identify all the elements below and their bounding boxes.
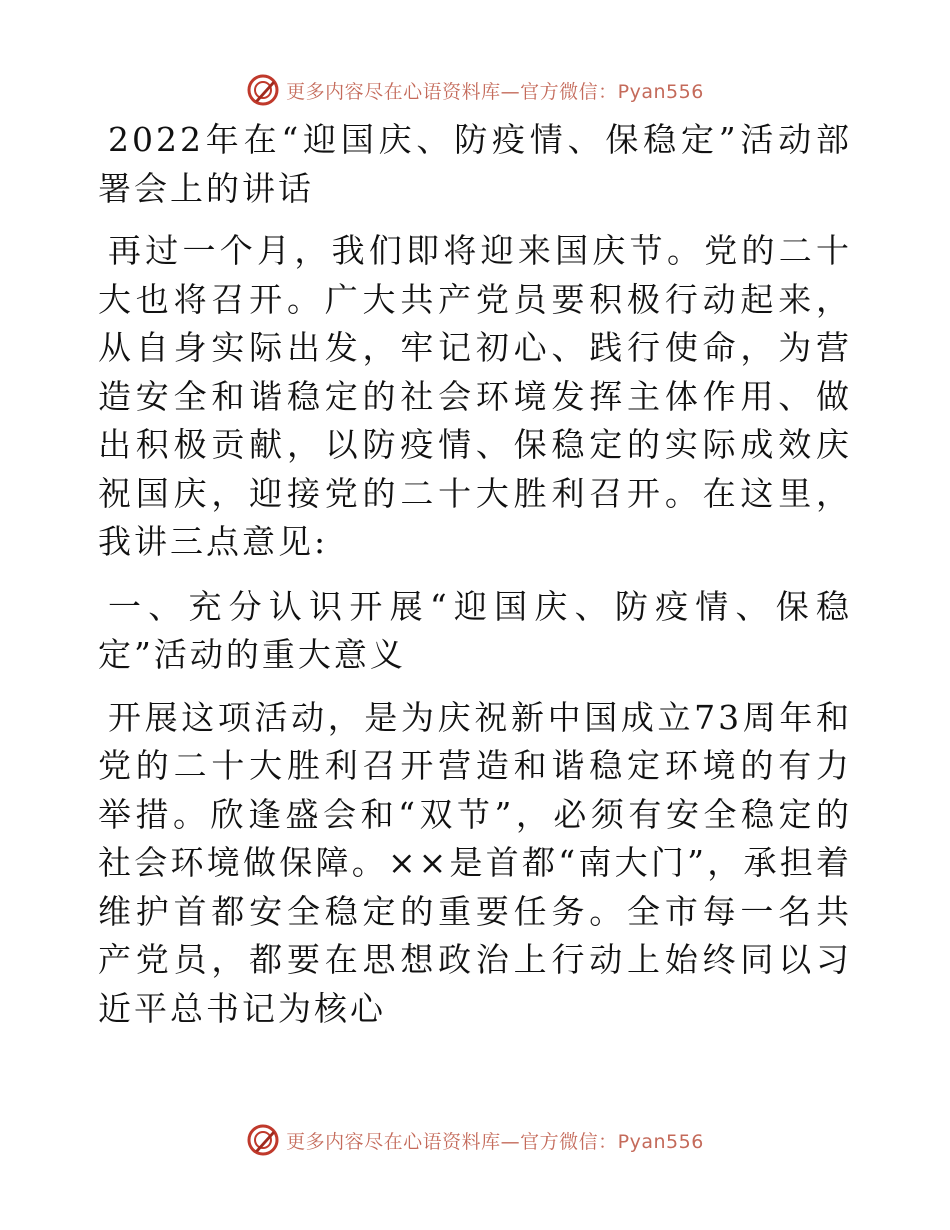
document-body (98, 116, 852, 1049)
quill-seal-icon (246, 1123, 280, 1157)
quill-seal-icon (246, 73, 280, 107)
section-heading-1: 一、充分认识开展“迎国庆、防疫情、保稳定”活动的重大意义 (98, 586, 852, 674)
watermark-text: 更多内容尽在心语资料库—官方微信：Pyan556 (286, 1130, 704, 1153)
paragraph-section-1: 开展这项活动，是为庆祝新中国成立73周年和党的二十大胜利召开营造和谐稳定环境的有力举措。欣逢盛会和“双节”，必须有安全稳定的社会环境做保障。××是首都“南大门”，承担着维护首都安全稳定的重要任务。全市每一名共产党员，都要在思想政治上行动上始终同以习近平总书记为核心 (98, 697, 852, 1028)
document-title: 2022年在“迎国庆、防疫情、保稳定”活动部署会上的讲话 (98, 120, 852, 208)
watermark-text: 更多内容尽在心语资料库—官方微信：Pyan556 (286, 80, 704, 103)
footer-watermark-banner (0, 1120, 950, 1160)
header-watermark-banner (0, 70, 950, 110)
paragraph-intro: 再过一个月，我们即将迎来国庆节。党的二十大也将召开。广大共产党员要积极行动起来，从自身实际出发，牢记初心、践行使命，为营造安全和谐稳定的社会环境发挥主体作用、做出积极贡献，以防疫情、保稳定的实际成效庆祝国庆，迎接党的二十大胜利召开。在这里，我讲三点意见: (98, 231, 852, 561)
